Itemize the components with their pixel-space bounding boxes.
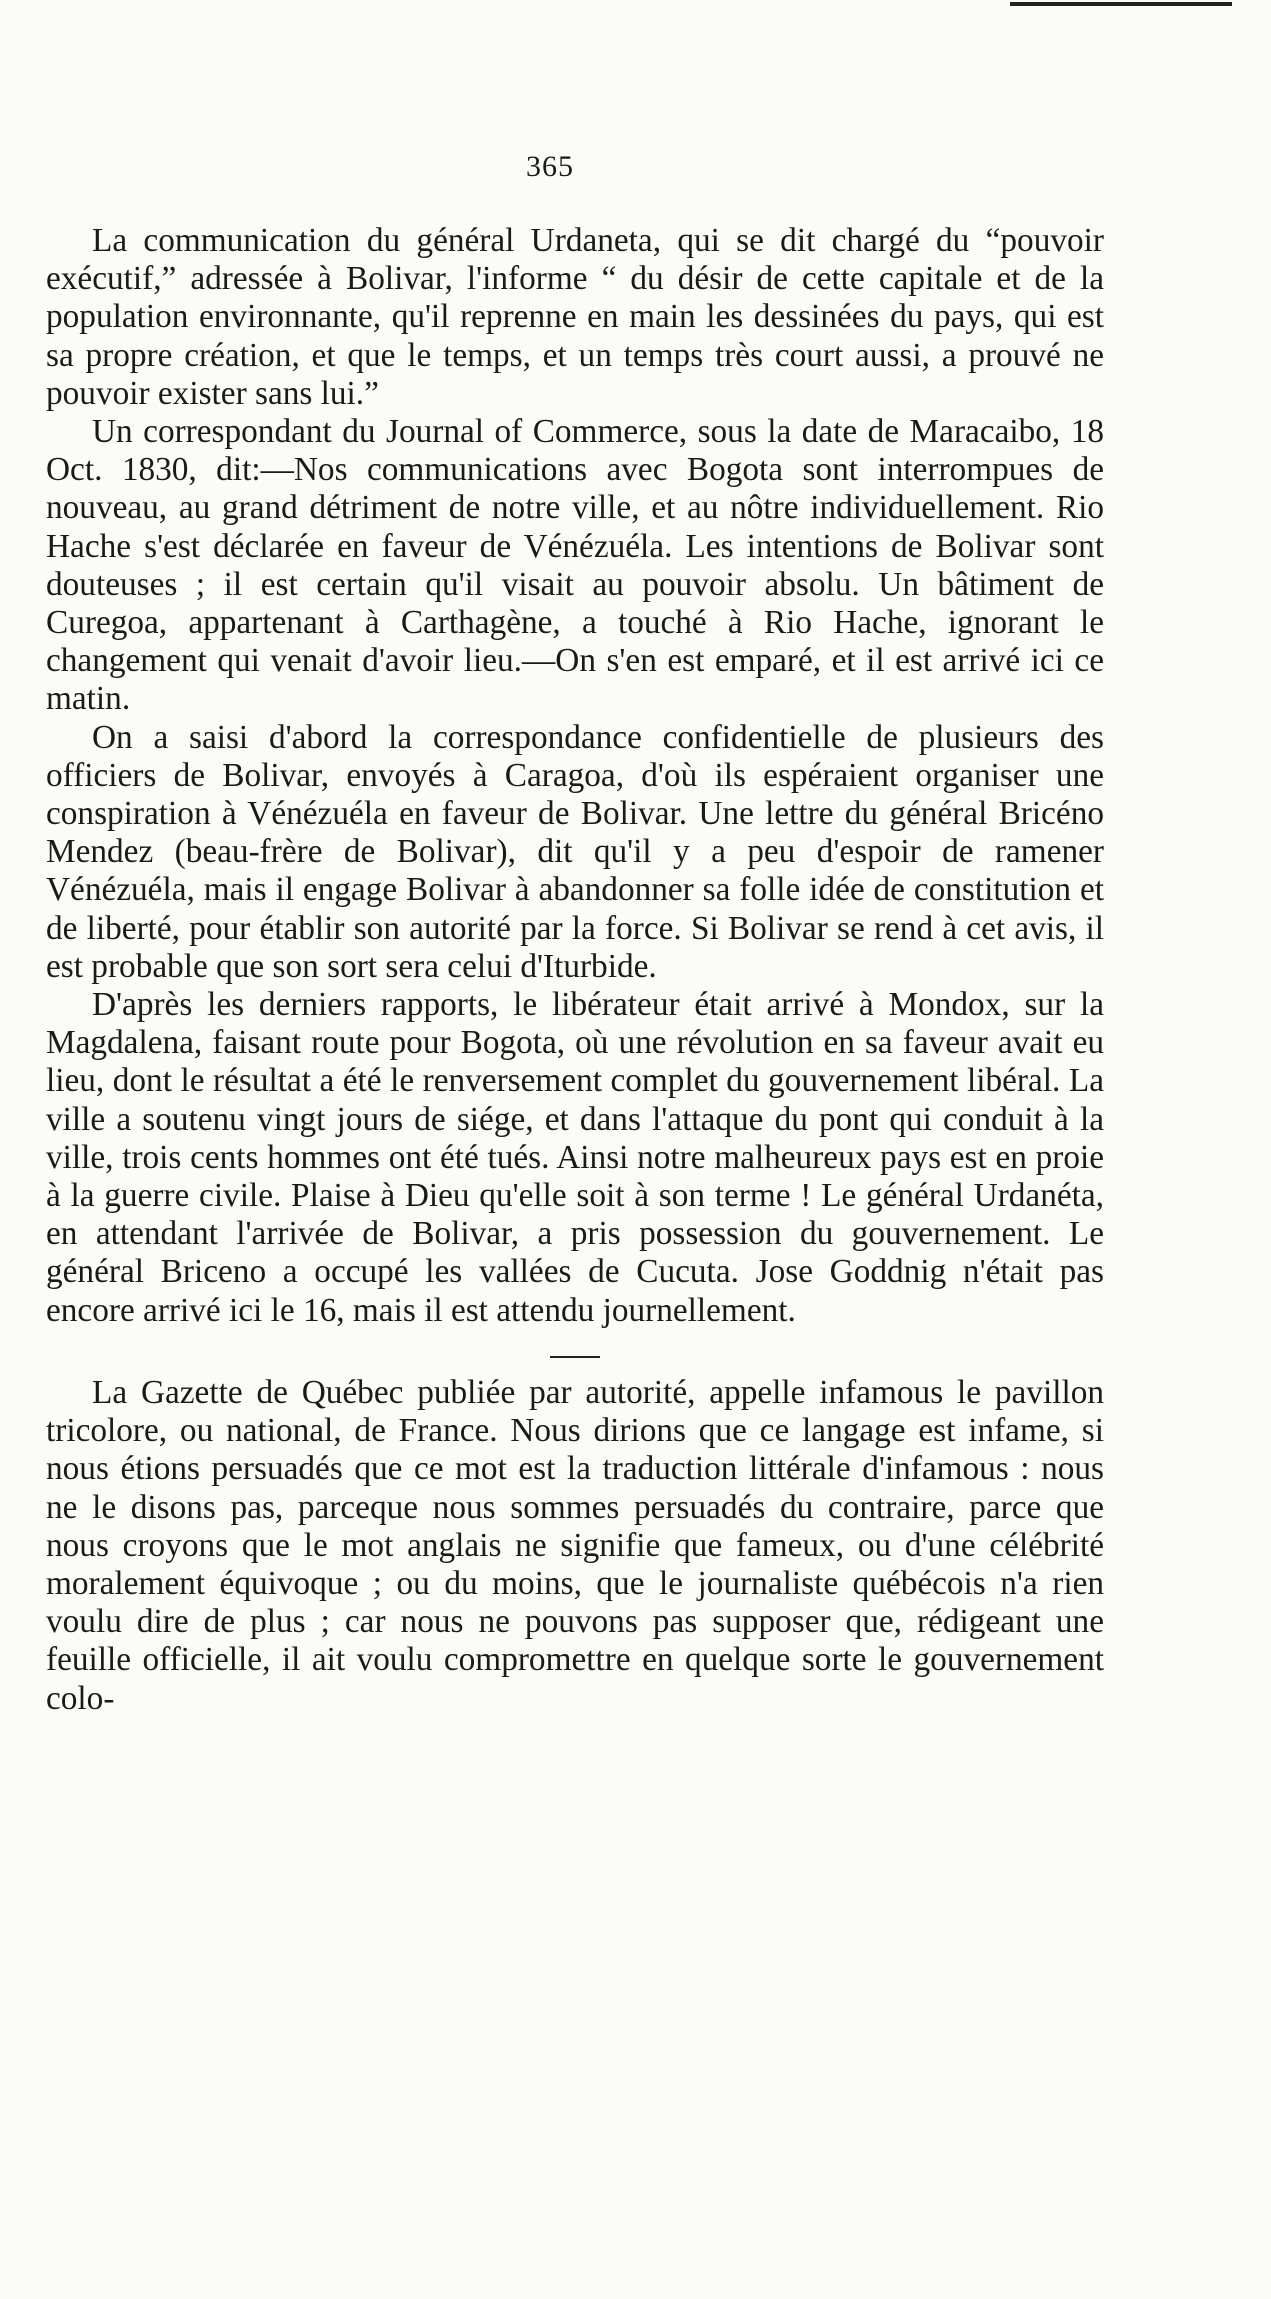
page-number: 365 xyxy=(526,150,574,183)
paragraph-correspondance: On a saisi d'abord la correspondance confidentielle de plusieurs des officiers de Bolivar, envoyés à Caragoa, d'où ils espéraient organiser une conspiration à Vénézuéla en faveur de Bolivar. Une lettre du général Bricéno Mendez (beau-frère de Bolivar), dit qu'il y a peu d'espoir de ramener Vénézuéla, mais il engage Bolivar à abandonner sa folle idée de constitution et de liberté, pour établir son autorité par la force. Si Bolivar se rend à cet avis, il est probable que son sort sera celui d'Iturbide. xyxy=(46,718,1104,985)
text-column xyxy=(46,222,1104,1718)
paragraph-gazette: La Gazette de Québec publiée par autorité, appelle infamous le pavillon tricolore, ou national, de France. Nous dirions que ce langage est infame, si nous étions persuadés que ce mot est la traduction littérale d'infamous : nous ne le disons pas, parceque nous sommes persuadés du contraire, parce que nous croyons que le mot anglais ne signifie que fameux, ou d'une célébrité moralement équivoque ; ou du moins, que le journaliste québécois n'a rien voulu dire de plus ; car nous ne pouvons pas supposer que, rédigeant une feuille officielle, il ait voulu compromettre en quelque sorte le gouvernement colo- xyxy=(46,1373,1104,1717)
paragraph-urdaneta: La communication du général Urdaneta, qui se dit chargé du “pouvoir exécutif,” adressée à Bolivar, l'informe “ du désir de cette capitale et de la population environnante, qu'il reprenne en main les dessinées du pays, qui est sa propre création, et que le temps, et un temps très court aussi, a prouvé ne pouvoir exister sans lui.” xyxy=(46,222,1104,412)
paragraph-correspondant: Un correspondant du Journal of Commerce, sous la date de Maracaibo, 18 Oct. 1830, dit:—Nos communications avec Bogota sont interrompues de nouveau, au grand détriment de notre ville, et au nôtre individuellement. Rio Hache s'est déclarée en faveur de Vénézuéla. Les intentions de Bolivar sont douteuses ; il est certain qu'il visait au pouvoir absolu. Un bâtiment de Curegoa, appartenant à Carthagène, a touché à Rio Hache, ignorant le changement qui venait d'avoir lieu.—On s'en est emparé, et il est arrivé ici ce matin. xyxy=(46,413,1104,718)
section-divider xyxy=(550,1356,600,1358)
paragraph-liberateur: D'après les derniers rapports, le libérateur était arrivé à Mondox, sur la Magdalena, faisant route pour Bogota, où une révolution en sa faveur avait eu lieu, dont le résultat a été le renversement complet du gouvernement libéral. La ville a soutenu vingt jours de siége, et dans l'attaque du pont qui conduit à la ville, trois cents hommes ont été tués. Ainsi notre malheureux pays est en proie à la guerre civile. Plaise à Dieu qu'elle soit à son terme ! Le général Urdanéta, en attendant l'arrivée de Bolivar, a pris possession du gouvernement. Le général Briceno a occupé les vallées de Cucuta. Jose Goddnig n'était pas encore arrivé ici le 16, mais il est attendu journellement. xyxy=(46,986,1104,1329)
